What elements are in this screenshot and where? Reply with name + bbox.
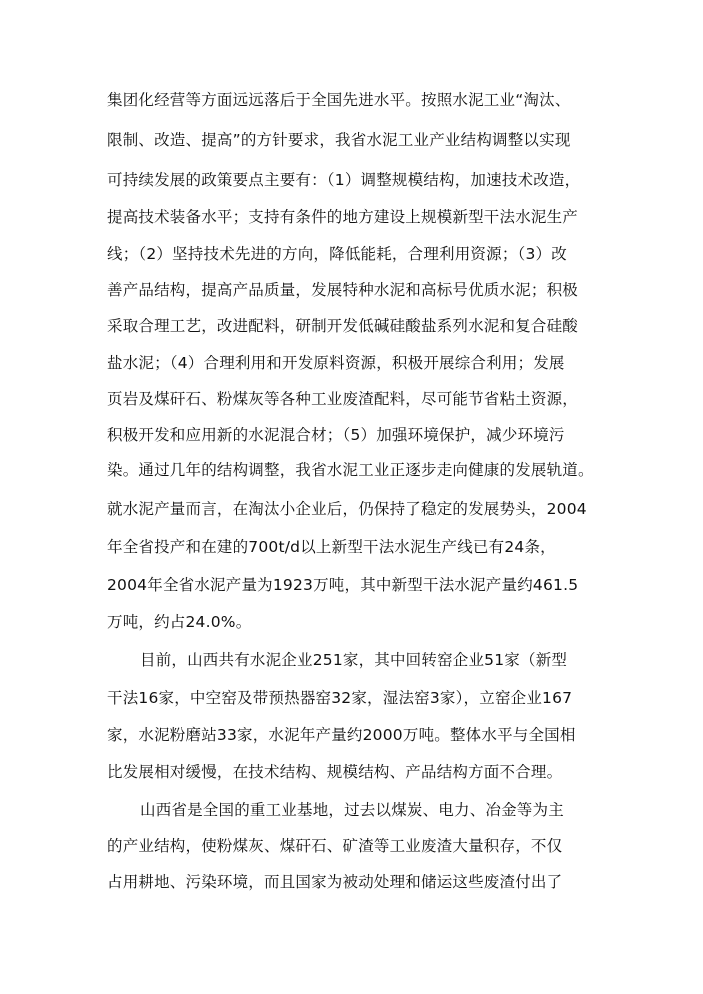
text-line: 万吨，约占24.0%。	[107, 613, 252, 631]
text-line: 的产业结构，使粉煤灰、煤矸石、矿渣等工业废渣大量积存，不仅	[107, 837, 563, 855]
text-line: 盐水泥；（4）合理利用和开发原料资源，积极开展综合利用；发展	[107, 354, 565, 372]
text-line: 采取合理工艺，改进配料，研制开发低碱硅酸盐系列水泥和复合硅酸	[107, 317, 579, 335]
text-line: 占用耕地、污染环境，而且国家为被动处理和储运这些废渣付出了	[107, 873, 563, 891]
text-line: 善产品结构，提高产品质量，发展特种水泥和高标号优质水泥；积极	[107, 281, 579, 299]
text-line: 线；（2）坚持技术先进的方向，降低能耗，合理利用资源；（3）改	[107, 245, 567, 263]
text-line: 可持续发展的政策要点主要有：（1）调整规模结构，加速技术改造，	[107, 171, 581, 189]
paragraph-first-line: 山西省是全国的重工业基地，过去以煤炭、电力、冶金等为主	[140, 801, 564, 819]
text-line: 页岩及煤矸石、粉煤灰等各种工业废渣配料，尽可能节省粘土资源，	[107, 390, 579, 408]
text-line: 就水泥产量而言，在淘汰小企业后，仍保持了稳定的发展势头，2004	[107, 500, 587, 518]
text-line: 积极开发和应用新的水泥混合材；（5）加强环境保护，减少环境污	[107, 426, 565, 444]
text-line: 2004年全省水泥产量为1923万吨，其中新型干法水泥产量约461.5	[107, 576, 579, 594]
text-line: 年全省投产和在建的700t/d以上新型干法水泥生产线已有24条，	[107, 538, 556, 556]
paragraph-first-line: 目前，山西共有水泥企业251家，其中回转窑企业51家（新型	[140, 651, 568, 669]
text-line: 家，水泥粉磨站33家，水泥年产量约2000万吨。整体水平与全国相	[107, 726, 576, 744]
text-line: 染。通过几年的结构调整，我省水泥工业正逐步走向健康的发展轨道。	[107, 461, 594, 479]
text-line: 提高技术装备水平；支持有条件的地方建设上规模新型干法水泥生产	[107, 208, 579, 226]
text-line: 集团化经营等方面远远落后于全国先进水平。按照水泥工业“淘汰、	[107, 91, 571, 109]
text-line: 干法16家，中空窑及带预热器窑32家，湿法窑3家），立窑企业167	[107, 689, 573, 707]
text-line: 比发展相对缓慢，在技术结构、规模结构、产品结构方面不合理。	[107, 763, 563, 781]
text-line: 限制、改造、提高”的方针要求，我省水泥工业产业结构调整以实现	[107, 131, 571, 149]
